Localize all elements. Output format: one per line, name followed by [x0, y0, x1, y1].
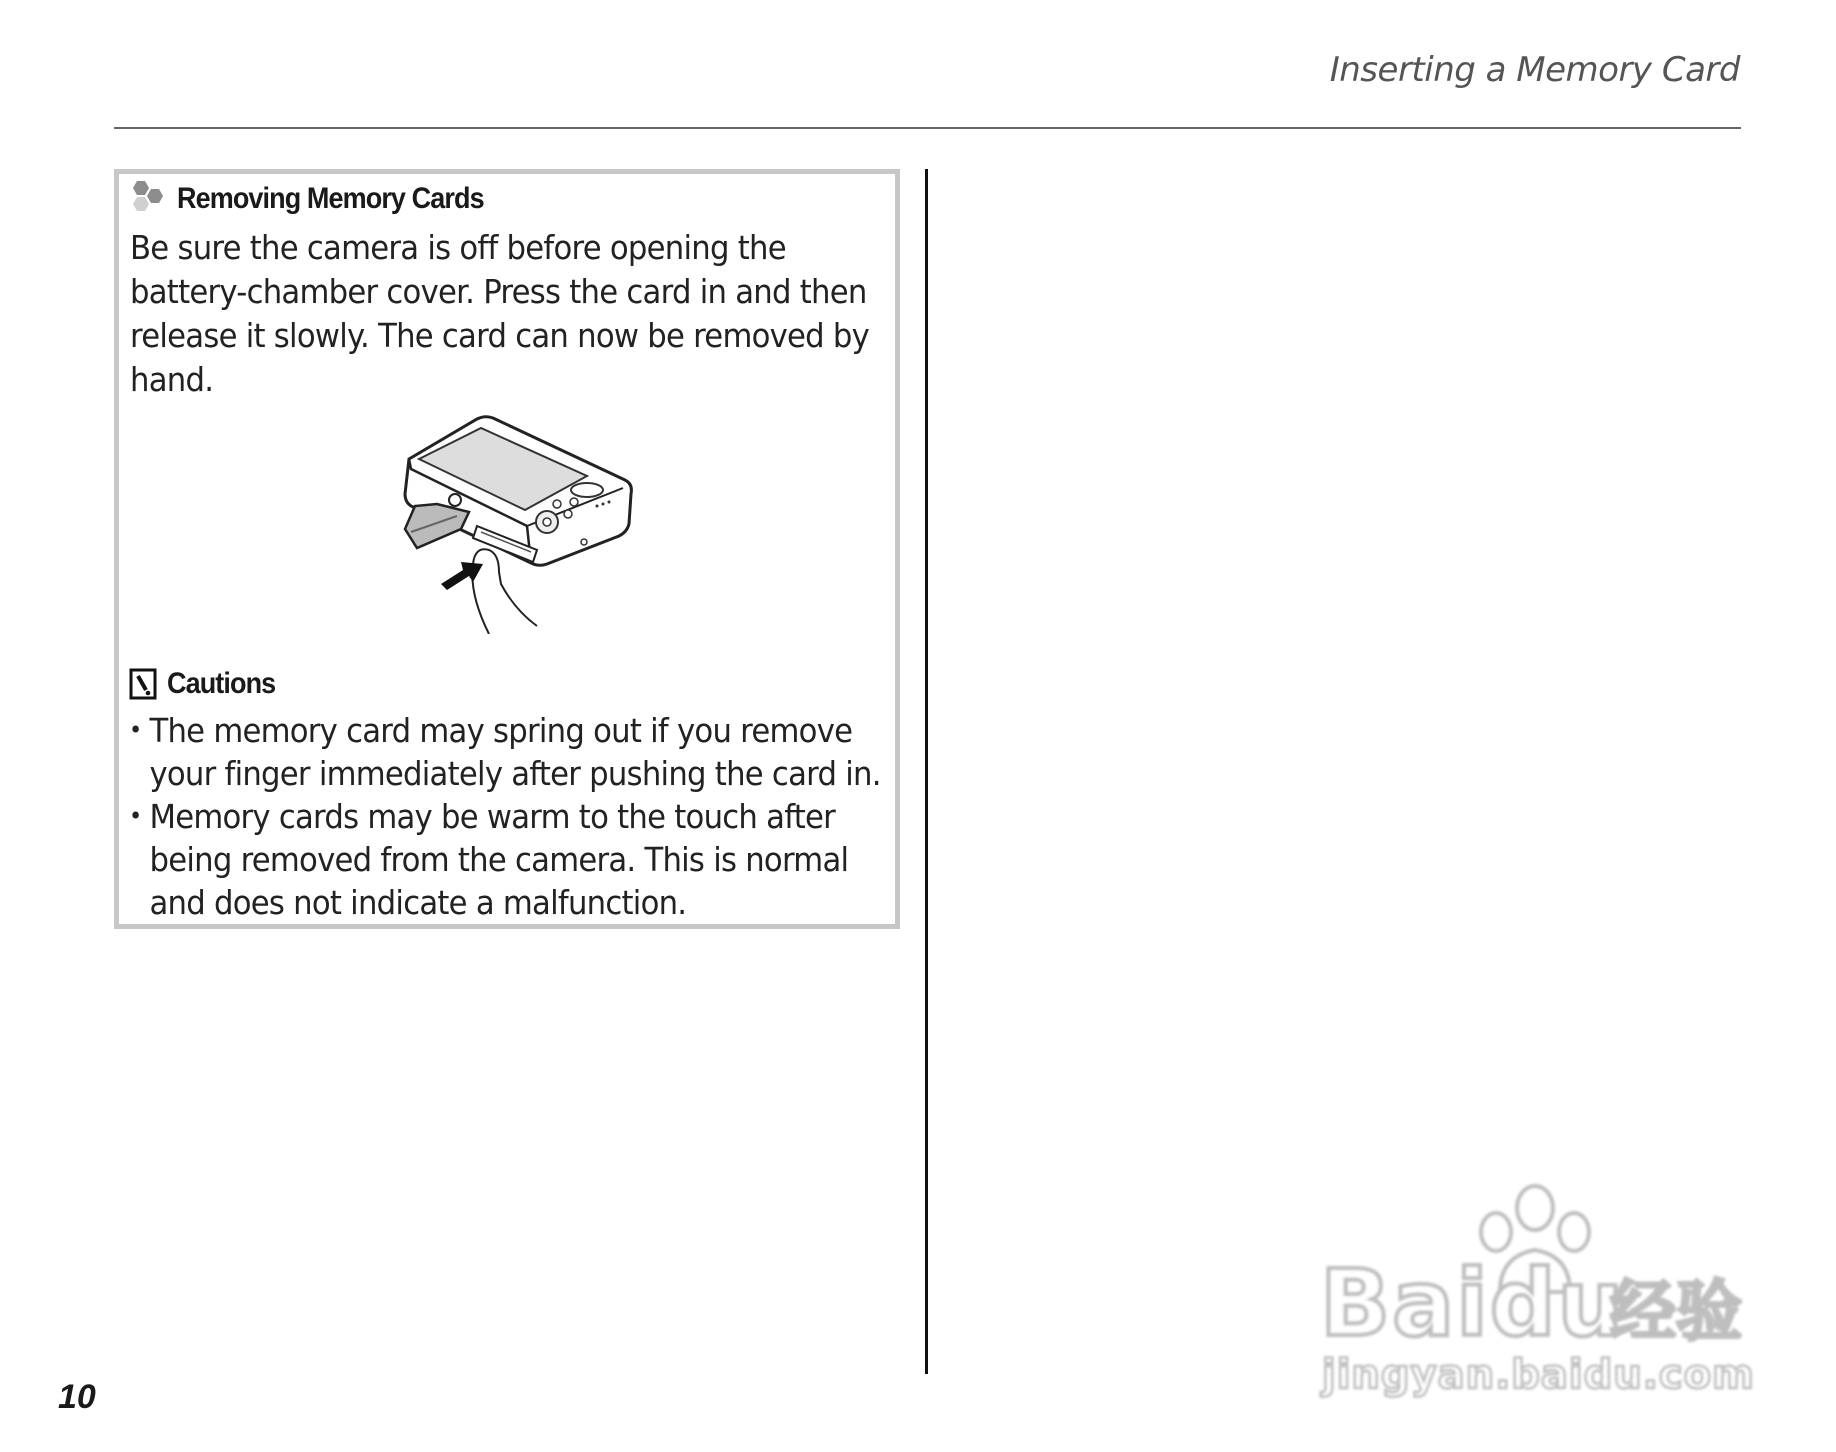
cautions-heading	[129, 664, 287, 704]
baidu-watermark	[1310, 1180, 1755, 1400]
removing-memory-cards-box	[114, 169, 900, 929]
page-number: 10	[58, 1378, 96, 1416]
box-heading	[129, 179, 518, 219]
caution-item: • Memory cards may be warm to the touch after being removed from the camera. This is normal and does not indicate a malfunction.	[129, 795, 892, 924]
cautions-list	[129, 709, 892, 924]
cautions-title-text: Cautions	[167, 667, 276, 700]
caution-note-icon	[129, 668, 157, 700]
box-title-text: Removing Memory Cards	[177, 182, 484, 215]
column-divider	[925, 169, 928, 1374]
header-rule	[114, 127, 1741, 129]
box-body-text: Be sure the camera is off before opening the battery-chamber cover. Press the card in and then release it slowly. The card can now be removed by hand.	[130, 228, 870, 399]
hexagon-tip-icon	[129, 179, 169, 219]
watermark-logo-text: Baidu	[1320, 1250, 1626, 1357]
camera-card-removal-illustration	[397, 414, 637, 634]
watermark-cn-text: 经验	[1610, 1273, 1742, 1350]
running-header-title: Inserting a Memory Card	[1329, 50, 1740, 90]
watermark-url: jingyan.baidu.com	[1322, 1352, 1755, 1398]
caution-item: • The memory card may spring out if you remove your finger immediately after pushing the card in.	[129, 709, 892, 795]
